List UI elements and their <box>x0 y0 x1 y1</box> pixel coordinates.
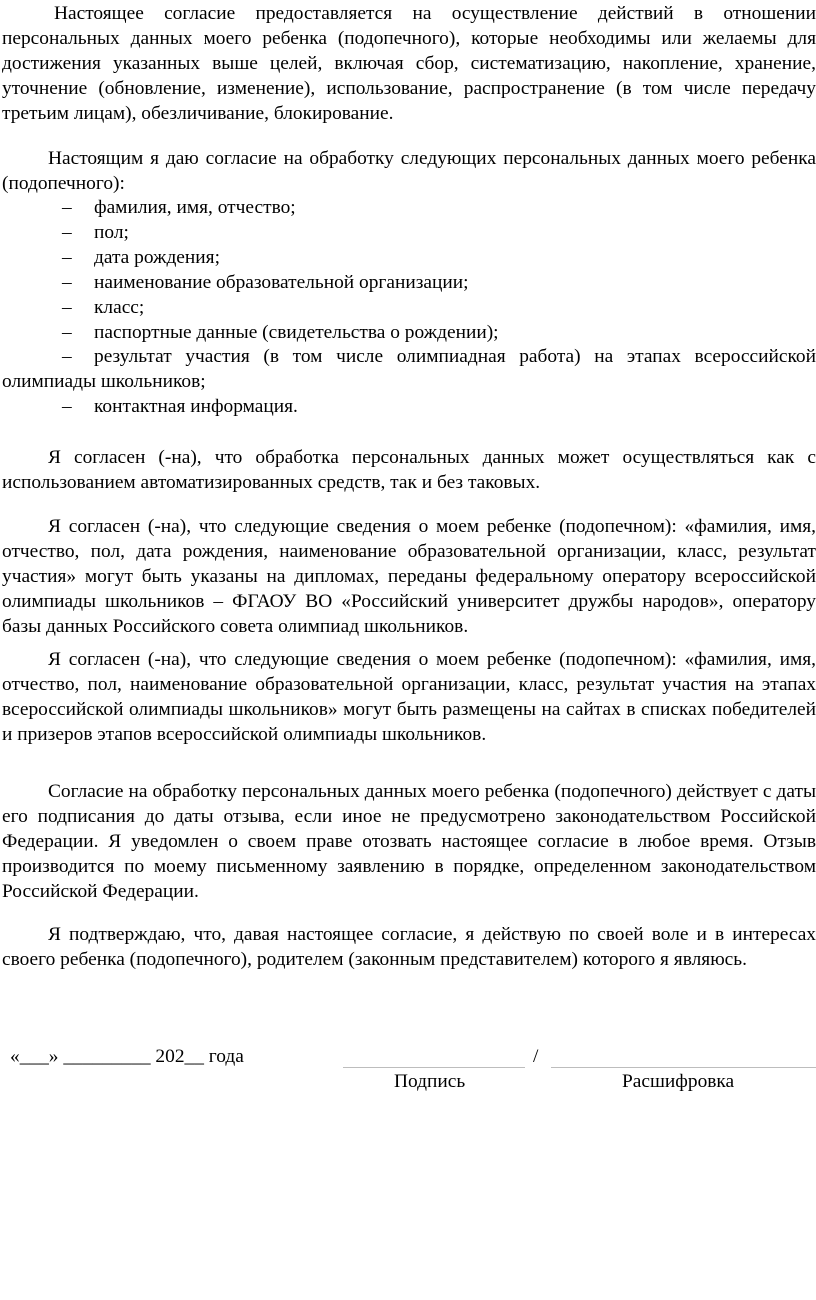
dash-marker: – <box>62 246 72 268</box>
dash-marker: – <box>62 221 72 243</box>
list-item: – результат участия (в том числе олимпиадная работа) на этапах всероссийской олимпиады школьников; <box>2 346 816 393</box>
list-item: – контактная информация. <box>2 395 816 420</box>
signature-label: Подпись <box>394 1071 466 1092</box>
list-item: – пол; <box>2 221 816 246</box>
paragraph-actions: Настоящее согласие предоставляется на осуществление действий в отношении персональных данных моего ребенка (подопечного), которые необходимы или желаемы для достижения указанных выше целей, включая сбор, систематизацию, накопление, хранение, уточнение (обновление, изменение), использование, распространение (в том числе передачу третьим лицам), обезличивание, блокирование. <box>2 3 816 124</box>
paragraph-processing-means: Я согласен (-на), что обработка персональных данных может осуществляться как с использованием автоматизированных средств, так и без таковых. <box>2 447 816 493</box>
personal-data-list <box>2 196 816 420</box>
signature-separator: / <box>533 1046 539 1067</box>
paragraph-consent-data: Настоящим я даю согласие на обработку следующих персональных данных моего ребенка (подопечного): <box>2 148 816 194</box>
dash-marker: – <box>62 346 72 368</box>
list-item: – класс; <box>2 296 816 321</box>
list-item: – наименование образовательной организации; <box>2 271 816 296</box>
signature-line <box>343 1067 525 1068</box>
transcript-line <box>551 1067 816 1068</box>
dash-marker: – <box>62 296 72 318</box>
paragraph-validity: Согласие на обработку персональных данных моего ребенка (подопечного) действует с даты его подписания до даты отзыва, если иное не предусмотрено законодательством Российской Федерации. Я уведомлен о своем праве отозвать настоящее согласие в любое время. Отзыв производится по моему письменному заявлению в порядке, определенном законодательством Российской Федерации. <box>2 781 816 902</box>
list-item: – фамилия, имя, отчество; <box>2 196 816 221</box>
paragraph-website-publication: Я согласен (-на), что следующие сведения о моем ребенке (подопечном): «фамилия, имя, отчество, пол, наименование образовательной организации, класс, результат участия на этапах всероссийской олимпиады школьников» могут быть размещены на сайтах в списках победителей и призеров этапов всероссийской олимпиады школьников. <box>2 649 816 745</box>
signature-block <box>0 1045 816 1105</box>
dash-marker: – <box>62 271 72 293</box>
paragraph-confirmation: Я подтверждаю, что, давая настоящее согласие, я действую по своей воле и в интересах своего ребенка (подопечного), родителем (законным представителем) которого я являюсь. <box>2 924 816 970</box>
list-item: – паспортные данные (свидетельства о рождении); <box>2 321 816 346</box>
dash-marker: – <box>62 321 72 343</box>
dash-marker: – <box>62 396 72 418</box>
date-line: «___» _________ 202__ года <box>10 1046 244 1067</box>
transcript-label: Расшифровка <box>622 1071 735 1092</box>
list-item: – дата рождения; <box>2 246 816 271</box>
dash-marker: – <box>62 197 72 218</box>
paragraph-diplomas: Я согласен (-на), что следующие сведения о моем ребенке (подопечном): «фамилия, имя, отчество, пол, дата рождения, наименование образовательной организации, класс, результат участия» могут быть указаны на дипломах, переданы федеральному оператору всероссийской олимпиады школьников – ФГАОУ ВО «Российский университет дружбы народов», оператору базы данных Российского совета олимпиад школьников. <box>2 516 816 637</box>
